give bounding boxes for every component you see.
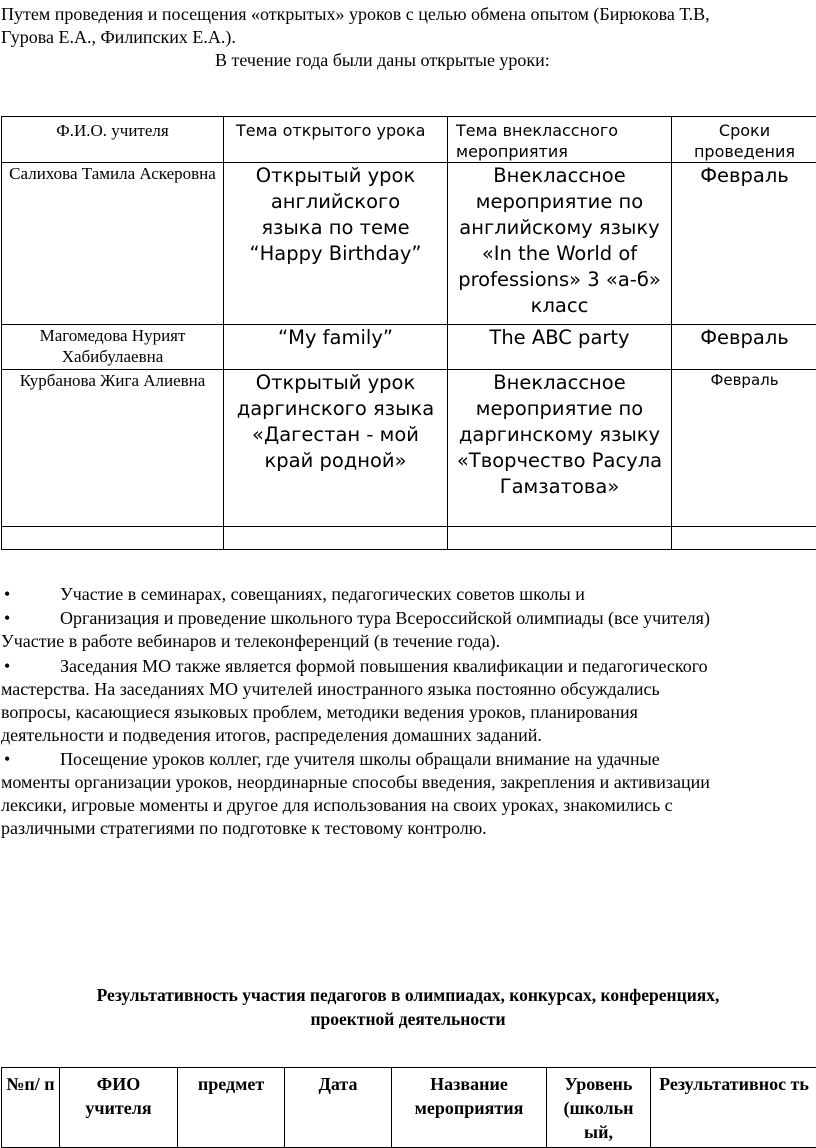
date-cell: Февраль	[672, 370, 816, 527]
teacher-name-cell: Курбанова Жига Алиевна	[2, 370, 224, 527]
bullet-3-line-3: вопросы, касающиеся языковых проблем, методики ведения уроков, планирования	[1, 701, 638, 724]
header-open-lesson-topic: Тема открытого урока	[224, 117, 448, 163]
header-dates: Сроки проведения	[672, 117, 816, 163]
bullet-icon: •	[4, 748, 10, 771]
open-lesson-topic-cell: “My family”	[224, 325, 448, 370]
bullet-2-text: Организация и проведение школьного тура Всероссийской олимпиады (все учителя)	[60, 607, 710, 630]
empty-row	[2, 527, 816, 550]
open-lesson-topic-cell: Открытый урок английского языка по теме “Happy Birthday”	[224, 163, 448, 325]
bullet-icon: •	[4, 583, 10, 606]
bullet-4-line-2: моменты организации уроков, неординарные способы введения, закрепления и активизации	[1, 771, 710, 794]
results-heading-line-2: проектной деятельности	[0, 1008, 816, 1031]
bullet-3-line-2: мастерства. На заседаниях МО учителей иностранного языка постоянно обсуждались	[1, 678, 660, 701]
header-result: Результативнос ть	[651, 1068, 816, 1148]
intro-line-3: В течение года были даны открытые уроки:	[215, 49, 550, 72]
bullet-1-text: Участие в семинарах, совещаниях, педагогических советов школы и	[60, 583, 585, 606]
empty-cell	[672, 527, 816, 550]
header-teacher-name: Ф.И.О. учителя	[2, 117, 224, 163]
table-header-row	[2, 1068, 816, 1148]
bullet-4-line-3: лексики, игровые моменты и другое для использования на своих уроках, знакомились с	[1, 794, 673, 817]
bullet-icon: •	[4, 655, 10, 678]
open-lesson-topic-cell: Открытый урок даргинского языка «Дагестан - мой край родной»	[224, 370, 448, 527]
header-number: №п/ п	[2, 1068, 60, 1148]
header-extracurricular-topic: Тема внеклассного мероприятия	[448, 117, 672, 163]
table-row	[2, 163, 816, 325]
intro-line-1: Путем проведения и посещения «открытых» уроков с целью обмена опытом (Бирюкова Т.В,	[1, 3, 710, 26]
date-cell: Февраль	[672, 325, 816, 370]
bullet-3-line-1: Заседания МО также является формой повышения квалификации и педагогического	[60, 655, 708, 678]
extracurricular-topic-cell: The ABC party	[448, 325, 672, 370]
teacher-name-cell: Салихова Тамила Аскеровна	[2, 163, 224, 325]
empty-cell	[224, 527, 448, 550]
header-level: Уровень (школьн ый,	[547, 1068, 651, 1148]
bullet-3-line-4: деятельности и подведения итогов, распределения домашних заданий.	[1, 724, 542, 747]
date-cell: Февраль	[672, 163, 816, 325]
table-header-row	[2, 117, 816, 163]
bullet-4-line-4: различными стратегиями по подготовке к тестовому контролю.	[1, 817, 487, 840]
results-heading-line-1: Результативность участия педагогов в олимпиадах, конкурсах, конференциях,	[0, 984, 816, 1007]
results-table	[1, 1067, 816, 1148]
extracurricular-topic-cell: Внеклассное мероприятие по даргинскому языку «Творчество Расула Гамзатова»	[448, 370, 672, 527]
header-teacher-name: ФИО учителя	[60, 1068, 178, 1148]
bullet-4-line-1: Посещение уроков коллег, где учителя школы обращали внимание на удачные	[60, 748, 660, 771]
empty-cell	[448, 527, 672, 550]
table-row	[2, 325, 816, 370]
header-subject: предмет	[178, 1068, 285, 1148]
table-row	[2, 370, 816, 527]
teacher-name-cell: Магомедова Нурият Хабибулаевна	[2, 325, 224, 370]
header-event-name: Название мероприятия	[392, 1068, 547, 1148]
intro-line-2: Гурова Е.А., Филипских Е.А.).	[1, 26, 236, 49]
bullet-icon: •	[4, 607, 10, 630]
header-date: Дата	[285, 1068, 392, 1148]
extracurricular-topic-cell: Внеклассное мероприятие по английскому языку «In the World of professions» 3 «а-б» класс	[448, 163, 672, 325]
bullet-2-continuation: Участие в работе вебинаров и телеконференций (в течение года).	[1, 630, 500, 653]
empty-cell	[2, 527, 224, 550]
open-lessons-table	[1, 116, 816, 550]
